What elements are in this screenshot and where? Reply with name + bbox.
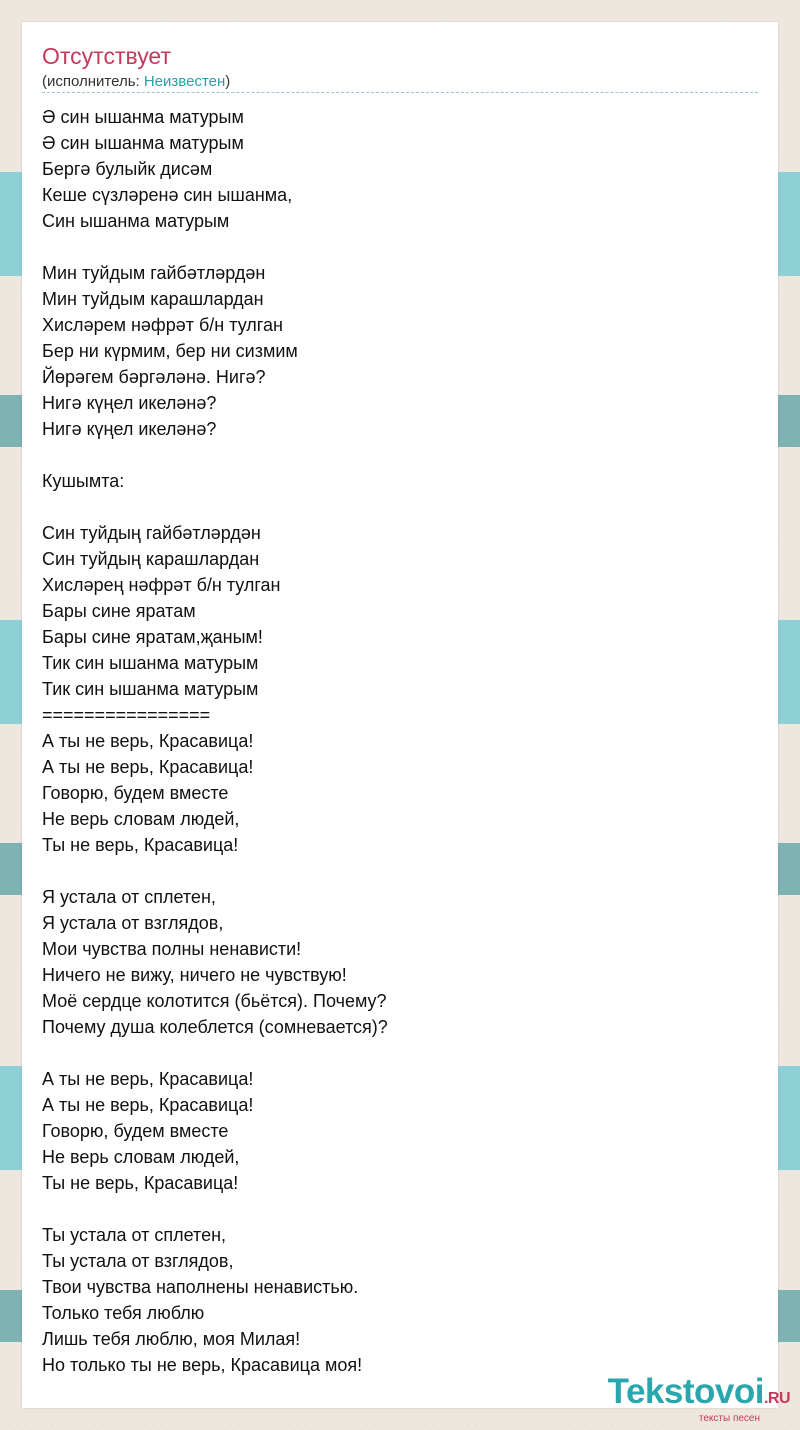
lyrics-line: Син туйдың карашлардан — [42, 549, 260, 569]
lyrics-text — [42, 104, 758, 1378]
lyrics-line: А ты не верь, Красавица! — [42, 1095, 254, 1115]
lyrics-line: Нигә күңел икеләнә? — [42, 419, 217, 439]
header-divider — [42, 92, 758, 93]
lyrics-line: ================ — [42, 705, 211, 725]
lyrics-line: Ты не верь, Красавица! — [42, 835, 239, 855]
lyrics-line: Я устала от сплетен, — [42, 887, 216, 907]
lyrics-line: Ә син ышанма матурым — [42, 107, 244, 127]
lyrics-line: Бер ни күрмим, бер ни сизмим — [42, 341, 298, 361]
lyrics-line: Хисләрең нәфрәт б/н тулган — [42, 575, 281, 595]
song-title: Отсутствует — [42, 43, 171, 69]
lyrics-line: А ты не верь, Красавица! — [42, 731, 254, 751]
lyrics-line: Ты не верь, Красавица! — [42, 1173, 239, 1193]
lyrics-blank-line — [42, 442, 758, 468]
lyrics-line: Не верь словам людей, — [42, 809, 240, 829]
lyrics-blank-line — [42, 858, 758, 884]
lyrics-line: Мин туйдым гайбәтләрдән — [42, 263, 266, 283]
lyrics-line: Мин туйдым карашлардан — [42, 289, 264, 309]
lyrics-card — [22, 22, 778, 1408]
lyrics-line: Мои чувства полны ненависти! — [42, 939, 302, 959]
lyrics-line: А ты не верь, Красавица! — [42, 757, 254, 777]
artist-link[interactable]: Неизвестен — [143, 73, 226, 90]
logo-tagline: тексты песен — [698, 1413, 760, 1424]
lyrics-blank-line — [42, 1196, 758, 1222]
lyrics-line: Ты устала от сплетен, — [42, 1225, 227, 1245]
lyrics-line: Син ышанма матурым — [42, 211, 230, 231]
lyrics-line: Тик син ышанма матурым — [42, 679, 259, 699]
lyrics-line: Моё сердце колотится (бьётся). Почему? — [42, 991, 387, 1011]
logo-tld: .RU — [763, 1390, 790, 1407]
lyrics-line: Тик син ышанма матурым — [42, 653, 259, 673]
artist-suffix: ) — [225, 73, 231, 90]
lyrics-line: Только тебя люблю — [42, 1303, 205, 1323]
lyrics-line: Йөрәгем бәргәләнә. Нигә? — [42, 367, 266, 387]
lyrics-line: Бары сине яратам — [42, 601, 196, 621]
lyrics-line: Говорю, будем вместе — [42, 1121, 229, 1141]
lyrics-line: Но только ты не верь, Красавица моя! — [42, 1355, 363, 1375]
lyrics-line: Почему душа колеблется (сомневается)? — [42, 1017, 388, 1037]
lyrics-line: Син туйдың гайбәтләрдән — [42, 523, 261, 543]
lyrics-line: Нигә күңел икеләнә? — [42, 393, 217, 413]
lyrics-line: Ничего не вижу, ничего не чувствую! — [42, 965, 347, 985]
lyrics-line: Твои чувства наполнены ненавистью. — [42, 1277, 359, 1297]
lyrics-line: Не верь словам людей, — [42, 1147, 240, 1167]
lyrics-blank-line — [42, 494, 758, 520]
artist-prefix: (исполнитель: — [42, 73, 144, 90]
lyrics-line: Лишь тебя люблю, моя Милая! — [42, 1329, 301, 1349]
lyrics-line: Хисләрем нәфрәт б/н тулган — [42, 315, 283, 335]
lyrics-line: А ты не верь, Красавица! — [42, 1069, 254, 1089]
lyrics-line: Кеше сүзләренә син ышанма, — [42, 185, 293, 205]
lyrics-line: Говорю, будем вместе — [42, 783, 229, 803]
lyrics-line: Бергә булыйк дисәм — [42, 159, 213, 179]
lyrics-blank-line — [42, 1040, 758, 1066]
lyrics-line: Бары сине яратам,җаным! — [42, 627, 263, 647]
lyrics-line: Ә син ышанма матурым — [42, 133, 244, 153]
logo-name: Tekstovoi — [607, 1372, 764, 1411]
site-logo[interactable] — [608, 1374, 790, 1424]
lyrics-line: Кушымта: — [42, 471, 125, 491]
artist-line — [42, 72, 230, 92]
lyrics-line: Ты устала от взглядов, — [42, 1251, 234, 1271]
lyrics-blank-line — [42, 234, 758, 260]
lyrics-line: Я устала от взглядов, — [42, 913, 224, 933]
